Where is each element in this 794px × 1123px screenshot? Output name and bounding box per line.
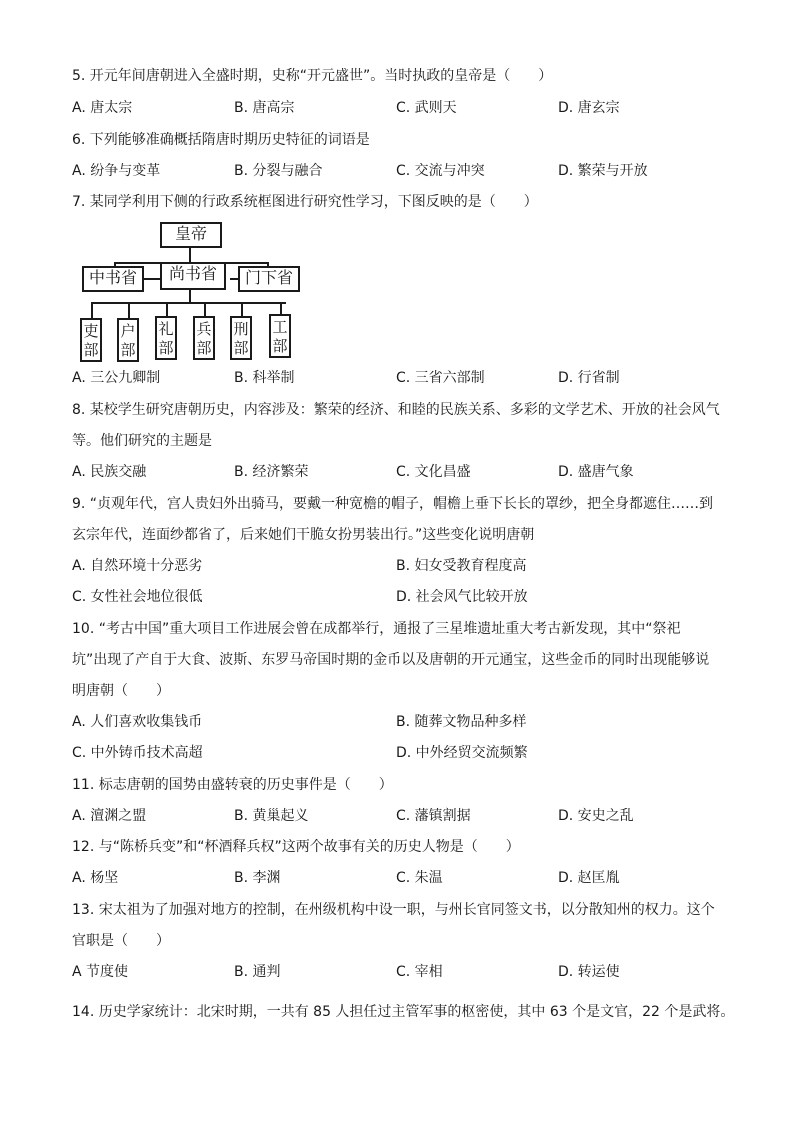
question-8-stem-line1: 8. 某校学生研究唐朝历史，内容涉及：繁荣的经济、和睦的民族关系、多彩的文学艺术、开放的社会风气 — [72, 402, 720, 418]
question-10-stem-line1: 10. “考古中国”重大项目工作进展会曾在成都举行，通报了三星堆遗址重大考古新发现，其中“祭祀 — [72, 621, 681, 637]
question-9-stem-line1: 9. “贞观年代，宫人贵妇外出骑马，要戴一种宽檐的帽子，帽檐上垂下长长的罩纱，把全身都遮住……到 — [72, 496, 714, 512]
question-10-stem-line2: 坑”出现了产自于大食、波斯、东罗马帝国时期的金币以及唐朝的开元通宝，这些金币的同时出现能够说 — [72, 652, 710, 668]
q12-option-d[interactable]: D. 赵匡胤 — [558, 870, 620, 886]
q12-option-b[interactable]: B. 李渊 — [234, 870, 281, 886]
q13-option-a[interactable]: A 节度使 — [72, 964, 129, 980]
q9-option-b[interactable]: B. 妇女受教育程度高 — [396, 558, 527, 574]
q8-option-d[interactable]: D. 盛唐气象 — [558, 464, 634, 480]
q8-option-b[interactable]: B. 经济繁荣 — [234, 464, 309, 480]
question-11-stem: 11. 标志唐朝的国势由盛转衰的历史事件是（ ） — [72, 777, 393, 793]
q12-option-c[interactable]: C. 朱温 — [396, 870, 443, 886]
q7-option-d[interactable]: D. 行省制 — [558, 370, 620, 386]
question-5-stem: 5. 开元年间唐朝进入全盛时期，史称“开元盛世”。当时执政的皇帝是（ ） — [72, 68, 553, 84]
q7-option-a[interactable]: A. 三公九卿制 — [72, 370, 161, 386]
q9-option-a[interactable]: A. 自然环境十分恶劣 — [72, 558, 203, 574]
q5-option-c[interactable]: C. 武则天 — [396, 100, 457, 116]
q5-option-d[interactable]: D. 唐玄宗 — [558, 100, 620, 116]
question-10-stem-line3: 明唐朝（ ） — [72, 683, 170, 699]
q10-option-c[interactable]: C. 中外铸币技术高超 — [72, 745, 203, 761]
question-8-stem-line2: 等。他们研究的主题是 — [72, 433, 212, 449]
q11-option-a[interactable]: A. 澶渊之盟 — [72, 808, 147, 824]
q9-option-d[interactable]: D. 社会风气比较开放 — [396, 589, 528, 605]
q10-option-b[interactable]: B. 随葬文物品种多样 — [396, 714, 527, 730]
q8-option-a[interactable]: A. 民族交融 — [72, 464, 147, 480]
q6-option-d[interactable]: D. 繁荣与开放 — [558, 163, 648, 179]
question-7-stem: 7. 某同学利用下侧的行政系统框图进行研究性学习，下图反映的是（ ） — [72, 194, 538, 210]
emperor-box: 皇帝 — [160, 222, 222, 248]
zhongshu-province-box: 中书省 — [82, 266, 144, 292]
q6-option-a[interactable]: A. 纷争与变革 — [72, 163, 161, 179]
q8-option-c[interactable]: C. 文化昌盛 — [396, 464, 471, 480]
menxia-province-box: 门下省 — [238, 266, 300, 292]
ministry-personnel-box: 吏 部 — [80, 318, 102, 362]
q9-option-c[interactable]: C. 女性社会地位很低 — [72, 589, 203, 605]
q5-option-a[interactable]: A. 唐太宗 — [72, 100, 133, 116]
q11-option-c[interactable]: C. 藩镇割据 — [396, 808, 471, 824]
q5-option-b[interactable]: B. 唐高宗 — [234, 100, 295, 116]
q12-option-a[interactable]: A. 杨坚 — [72, 870, 119, 886]
question-9-stem-line2: 玄宗年代，连面纱都省了，后来她们干脆女扮男装出行。”这些变化说明唐朝 — [72, 527, 535, 543]
question-14-stem: 14. 历史学家统计：北宋时期，一共有 85 人担任过主管军事的枢密使，其中 63 个是文官，22 个是武将。 — [72, 1004, 735, 1020]
ministry-rites-box: 礼 部 — [155, 316, 177, 360]
ministry-revenue-box: 户 部 — [117, 318, 139, 362]
q13-option-b[interactable]: B. 通判 — [234, 964, 281, 980]
q6-option-c[interactable]: C. 交流与冲突 — [396, 163, 485, 179]
question-13-stem-line2: 官职是（ ） — [72, 933, 170, 949]
q13-option-c[interactable]: C. 宰相 — [396, 964, 443, 980]
question-6-stem: 6. 下列能够准确概括隋唐时期历史特征的词语是 — [72, 132, 370, 148]
ministry-justice-box: 刑 部 — [230, 316, 252, 360]
shangshu-province-box: 尚书省 — [160, 262, 226, 290]
question-13-stem-line1: 13. 宋太祖为了加强对地方的控制，在州级机构中设一职，与州长官同签文书，以分散知州的权力。这个 — [72, 902, 715, 918]
q10-option-a[interactable]: A. 人们喜欢收集钱币 — [72, 714, 203, 730]
q6-option-b[interactable]: B. 分裂与融合 — [234, 163, 323, 179]
q13-option-d[interactable]: D. 转运使 — [558, 964, 620, 980]
ministry-war-box: 兵 部 — [193, 316, 215, 360]
question-12-stem: 12. 与“陈桥兵变”和“杯酒释兵权”这两个故事有关的历史人物是（ ） — [72, 839, 520, 855]
q11-option-b[interactable]: B. 黄巢起义 — [234, 808, 309, 824]
q11-option-d[interactable]: D. 安史之乱 — [558, 808, 634, 824]
q7-option-b[interactable]: B. 科举制 — [234, 370, 295, 386]
q7-option-c[interactable]: C. 三省六部制 — [396, 370, 485, 386]
ministry-works-box: 工 部 — [269, 314, 291, 358]
administrative-system-diagram — [80, 218, 300, 364]
q10-option-d[interactable]: D. 中外经贸交流频繁 — [396, 745, 528, 761]
